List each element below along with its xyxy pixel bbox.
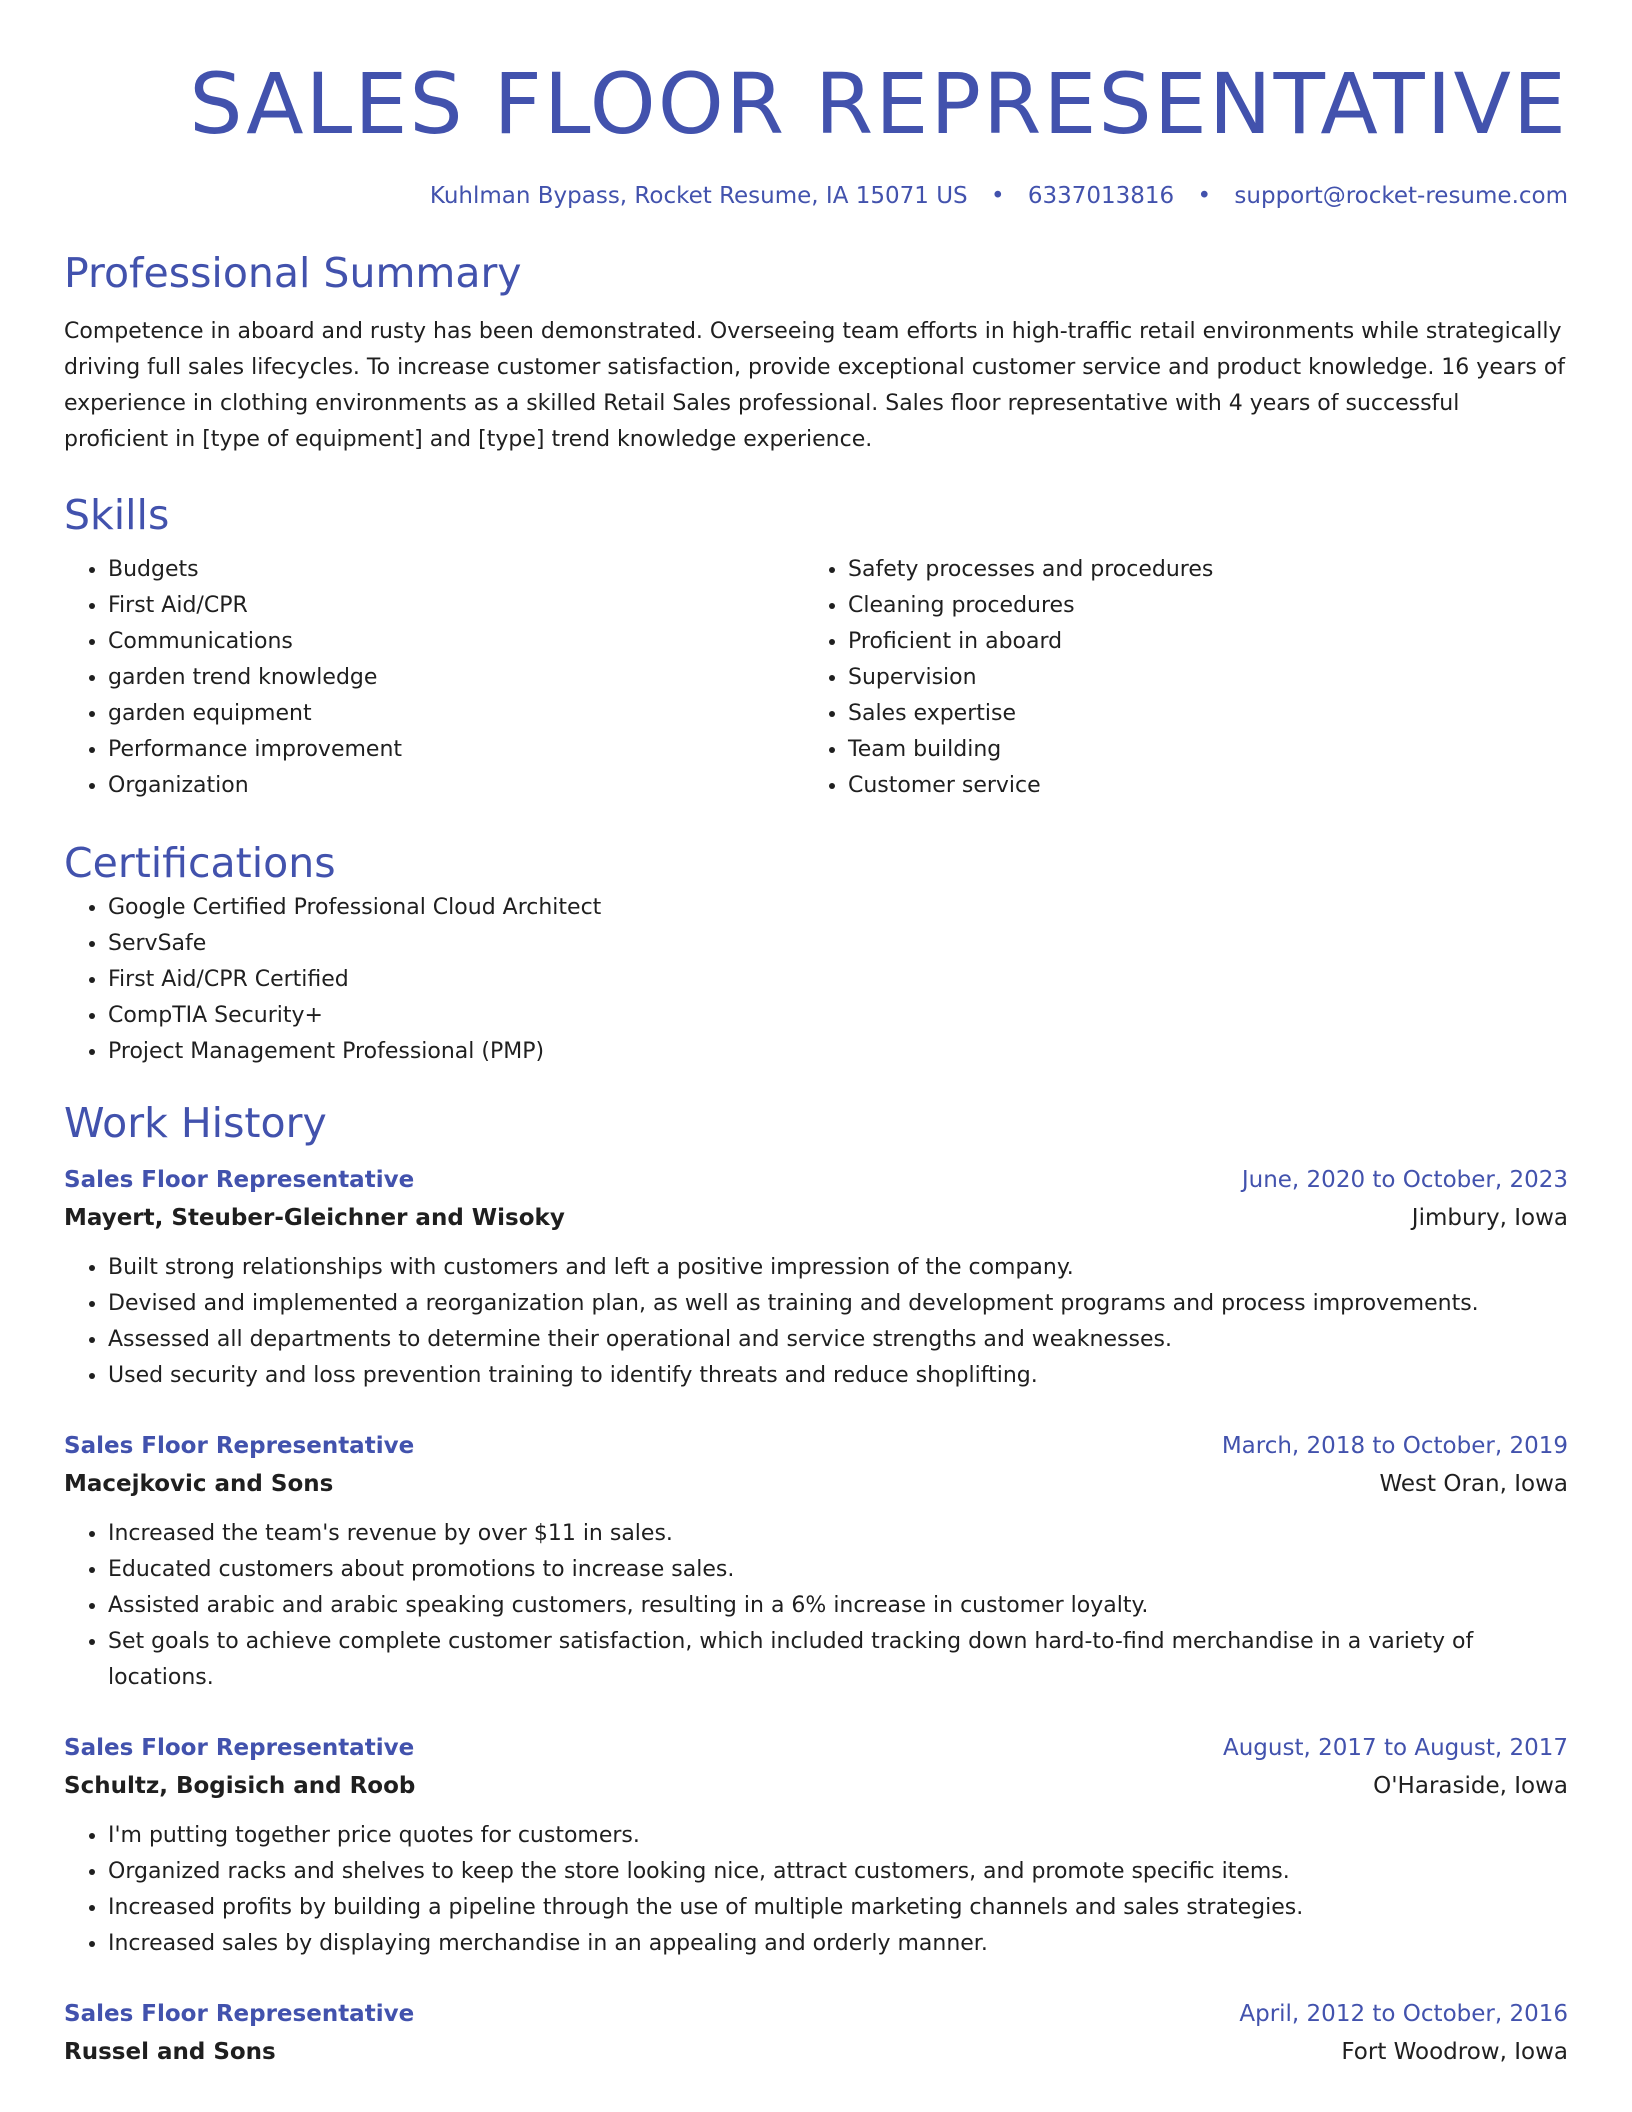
skills-list-left [64,552,804,804]
job-company-row [64,1198,1568,1238]
skills-column-right [804,552,1544,804]
job-bullet: • Devised and implemented a reorganization plan, as well as training and development programs and process improvements. [108,1286,1568,1322]
job-company-row [64,2032,1568,2072]
skill-item: • Cleaning procedures [848,588,1544,624]
job-entry [64,1730,1568,1962]
job-title: Sales Floor Representative [64,1167,415,1193]
skill-item: • Customer service [848,768,1544,804]
certifications-section [64,836,1568,1070]
job-bullet: • Assessed all departments to determine their operational and service strengths and weaknesses. [108,1322,1568,1358]
skill-item: • Performance improvement [108,732,804,768]
job-dates: April, 2012 to October, 2016 [1239,2001,1568,2027]
summary-text: Competence in aboard and rusty has been demonstrated. Overseeing team efforts in high-traffic retail environments while strategically driving full sales lifecycles. To increase customer satisfaction, provide exceptional customer service and product knowledge. 16 years of experience in clothing environments as a skilled Retail Sales professional. Sales floor representative with 4 years of successful proficient in [type of equipment] and [type] trend knowledge experience. [64,319,1566,452]
skill-item: • Safety processes and procedures [848,552,1544,588]
job-bullet: • Increased the team's revenue by over $11 in sales. [108,1516,1568,1552]
certification-item: • ServSafe [108,926,1568,962]
contact-line [64,180,1568,212]
skills-list-right [804,552,1544,804]
skill-item: • Budgets [108,552,804,588]
job-bullet: • Increased profits by building a pipeline through the use of multiple marketing channels and sales strategies. [108,1890,1568,1926]
job-bullets [64,1516,1568,1696]
job-bullet: • Educated customers about promotions to increase sales. [108,1552,1568,1588]
job-bullets [64,1250,1568,1394]
candidate-name: SALES FLOOR REPRESENTATIVE [189,55,1568,153]
job-bullet: • Used security and loss prevention training to identify threats and reduce shoplifting. [108,1358,1568,1394]
skills-heading: Skills [64,491,170,539]
job-company-row [64,1464,1568,1504]
skill-item: • Sales expertise [848,696,1544,732]
job-company: Macejkovic and Sons [64,1471,334,1497]
address: Kuhlman Bypass, Rocket Resume, IA 15071 US [429,183,968,209]
email-address[interactable]: support@rocket-resume.com [1234,183,1568,209]
job-title: Sales Floor Representative [64,2001,415,2027]
job-location: Jimbury, Iowa [1411,1205,1568,1231]
phone-number[interactable]: 6337013816 [1027,183,1175,209]
work-history-heading: Work History [64,1099,327,1147]
job-company: Mayert, Steuber-Gleichner and Wisoky [64,1205,565,1231]
resume-header [64,0,1568,212]
job-company: Schultz, Bogisich and Roob [64,1773,416,1799]
work-history-section [64,1096,1568,2072]
job-bullet: • Assisted arabic and arabic speaking customers, resulting in a 6% increase in customer loyalty. [108,1588,1568,1624]
certification-item: • Project Management Professional (PMP) [108,1034,1568,1070]
job-title: Sales Floor Representative [64,1735,415,1761]
skills-column-left [64,552,804,804]
job-bullets [64,1818,1568,1962]
certifications-list [64,890,1568,1070]
skill-item: • Supervision [848,660,1544,696]
job-entry [64,1996,1568,2072]
jobs-container [64,1162,1568,2072]
job-entry [64,1162,1568,1394]
job-company-row [64,1766,1568,1806]
job-bullet: • Built strong relationships with customers and left a positive impression of the company. [108,1250,1568,1286]
skills-columns [64,552,1568,804]
certifications-heading: Certifications [64,839,336,887]
certification-item: • CompTIA Security+ [108,998,1568,1034]
job-bullet: • I'm putting together price quotes for customers. [108,1818,1568,1854]
summary-section [64,246,1568,458]
job-bullet: • Increased sales by displaying merchandise in an appealing and orderly manner. [108,1926,1568,1962]
job-location: West Oran, Iowa [1379,1471,1568,1497]
summary-heading: Professional Summary [64,249,522,297]
job-bullet: • Organized racks and shelves to keep the store looking nice, attract customers, and promote specific items. [108,1854,1568,1890]
skill-item: • garden trend knowledge [108,660,804,696]
job-location: O'Haraside, Iowa [1373,1773,1568,1799]
certification-item: • First Aid/CPR Certified [108,962,1568,998]
skill-item: • First Aid/CPR [108,588,804,624]
job-title-row [64,1730,1568,1766]
certification-item: • Google Certified Professional Cloud Architect [108,890,1568,926]
job-bullet: • Set goals to achieve complete customer satisfaction, which included tracking down hard-to-find merchandise in a variety of locations. [108,1624,1568,1696]
skill-item: • Communications [108,624,804,660]
skills-section [64,488,1568,804]
skill-item: • garden equipment [108,696,804,732]
job-title-row [64,1162,1568,1198]
job-dates: August, 2017 to August, 2017 [1223,1735,1568,1761]
job-title-row [64,1428,1568,1464]
contact-separator: • [990,183,1005,209]
job-dates: March, 2018 to October, 2019 [1221,1433,1568,1459]
job-entry [64,1428,1568,1696]
skill-item: • Team building [848,732,1544,768]
job-title-row [64,1996,1568,2032]
job-title: Sales Floor Representative [64,1433,415,1459]
skill-item: • Organization [108,768,804,804]
skill-item: • Proficient in aboard [848,624,1544,660]
job-dates: June, 2020 to October, 2023 [1241,1167,1568,1193]
job-location: Fort Woodrow, Iowa [1341,2039,1568,2065]
contact-separator: • [1197,183,1212,209]
job-company: Russel and Sons [64,2039,276,2065]
